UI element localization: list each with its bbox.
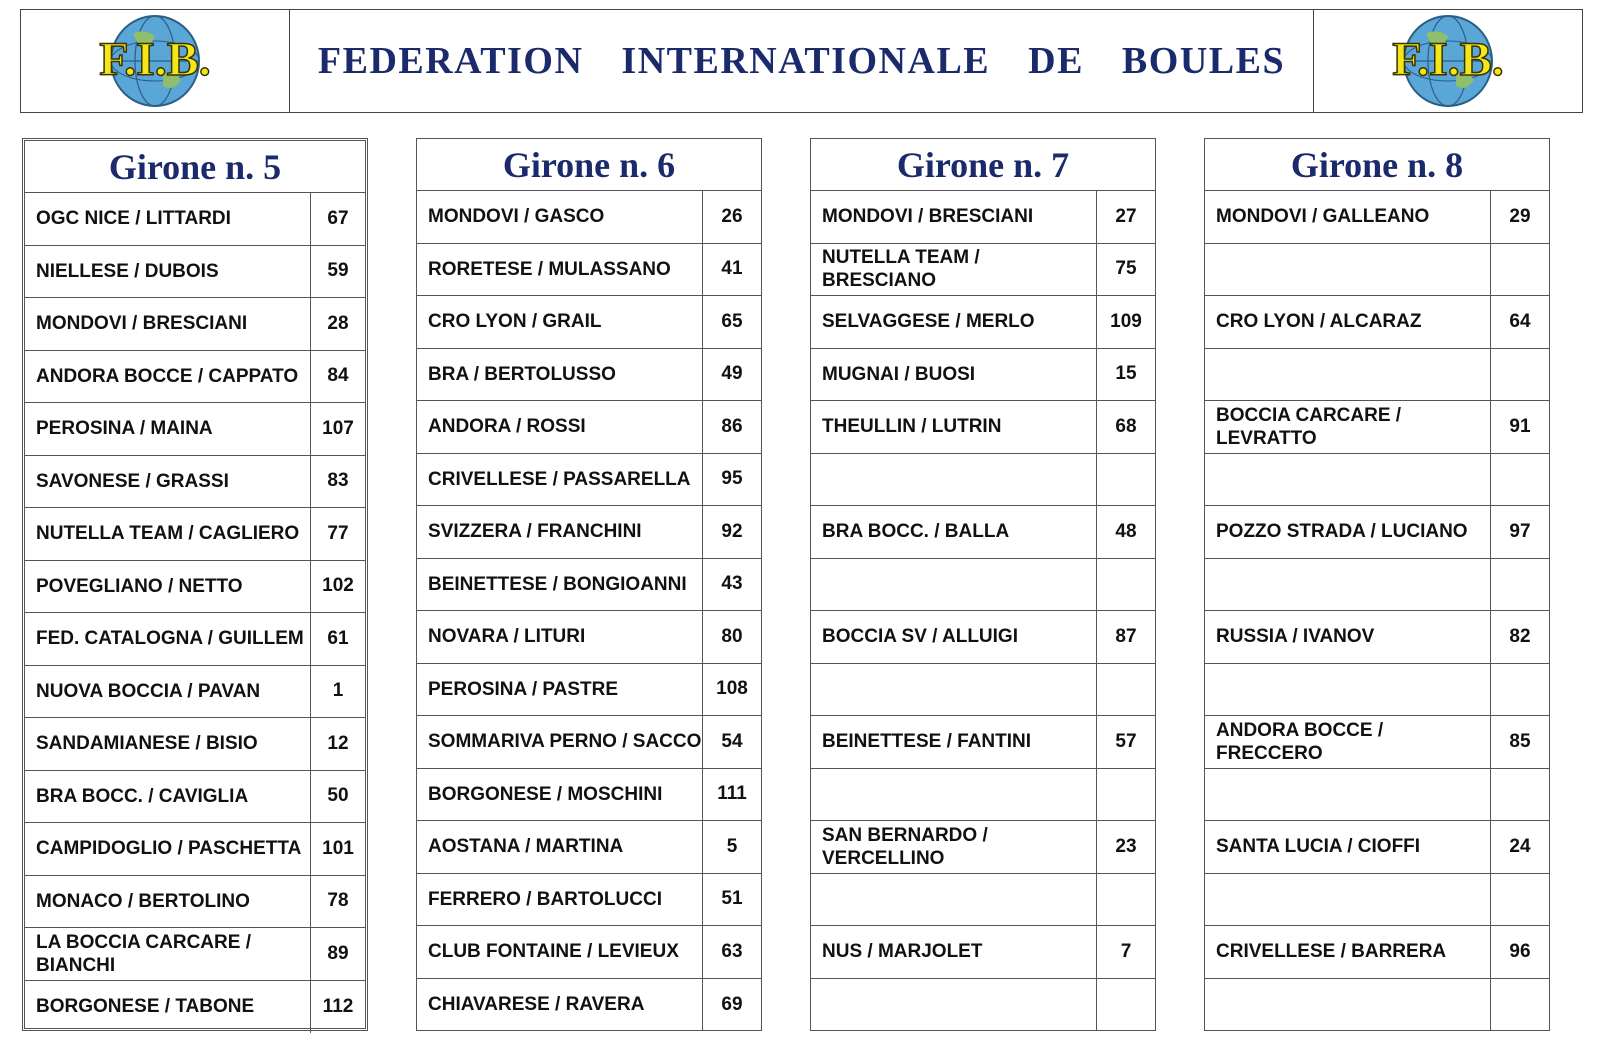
group-title: Girone n. 6	[417, 139, 761, 191]
table-row	[811, 874, 1155, 927]
page-title: FEDERATION INTERNATIONALE DE BOULES	[317, 40, 1286, 82]
team-name: POVEGLIANO / NETTO	[25, 561, 311, 613]
team-number: 61	[327, 627, 349, 649]
team-number: 54	[721, 730, 743, 752]
team-number: 43	[721, 573, 743, 595]
table-row	[25, 351, 365, 404]
team-name	[1205, 979, 1491, 1032]
table-row	[1205, 296, 1549, 349]
group-title: Girone n. 5	[25, 141, 365, 193]
team-name: NOVARA / LITURI	[417, 611, 703, 663]
table-row	[417, 979, 761, 1032]
team-number	[1491, 244, 1549, 296]
table-row	[417, 874, 761, 927]
team-name: SELVAGGESE / MERLO	[811, 296, 1097, 348]
team-name: BOCCIA CARCARE / LEVRATTO	[1205, 401, 1491, 453]
table-row	[1205, 979, 1549, 1032]
table-row	[417, 559, 761, 612]
team-name: NUS / MARJOLET	[811, 926, 1097, 978]
table-row	[1205, 349, 1549, 402]
team-name	[1205, 559, 1491, 611]
team-name: RORETESE / MULASSANO	[417, 244, 703, 296]
team-name: SANDAMIANESE / BISIO	[25, 718, 311, 770]
team-number	[1097, 454, 1155, 506]
team-name: BRA / BERTOLUSSO	[417, 349, 703, 401]
table-row	[25, 771, 365, 824]
table-row	[25, 823, 365, 876]
team-name: NUTELLA TEAM / CAGLIERO	[25, 508, 311, 560]
table-row	[25, 666, 365, 719]
table-row	[25, 193, 365, 246]
team-number: 86	[721, 415, 743, 437]
table-row	[25, 613, 365, 666]
table-row	[417, 401, 761, 454]
table-row	[417, 506, 761, 559]
table-row	[25, 981, 365, 1034]
team-name: CRO LYON / ALCARAZ	[1205, 296, 1491, 348]
team-number: 91	[1509, 415, 1531, 437]
team-name: MONDOVI / BRESCIANI	[811, 191, 1097, 243]
team-name	[1205, 769, 1491, 821]
group-title: Girone n. 8	[1205, 139, 1549, 191]
team-number	[1097, 874, 1155, 926]
fib-logo-left	[55, 14, 255, 108]
table-row	[811, 611, 1155, 664]
table-row	[25, 928, 365, 981]
table-row	[25, 403, 365, 456]
team-number: 67	[327, 207, 349, 229]
team-number: 63	[721, 940, 743, 962]
team-number	[1491, 349, 1549, 401]
team-name: POZZO STRADA / LUCIANO	[1205, 506, 1491, 558]
team-number: 78	[327, 890, 349, 912]
table-row	[811, 401, 1155, 454]
table-row	[1205, 611, 1549, 664]
team-name: BRA BOCC. / CAVIGLIA	[25, 771, 311, 823]
team-name	[811, 874, 1097, 926]
team-number	[1491, 769, 1549, 821]
team-name: CRO LYON / GRAIL	[417, 296, 703, 348]
team-number: 69	[721, 993, 743, 1015]
team-name: MONDOVI / GASCO	[417, 191, 703, 243]
group-title: Girone n. 7	[811, 139, 1155, 191]
table-row	[417, 769, 761, 822]
team-number: 51	[721, 888, 743, 910]
team-name: FED. CATALOGNA / GUILLEM	[25, 613, 311, 665]
team-number: 23	[1115, 835, 1137, 857]
table-row	[417, 296, 761, 349]
team-number: 7	[1120, 940, 1132, 962]
team-name: ANDORA BOCCE / FRECCERO	[1205, 716, 1491, 768]
team-number: 26	[721, 205, 743, 227]
team-name: ANDORA / ROSSI	[417, 401, 703, 453]
team-number: 96	[1509, 940, 1531, 962]
team-number	[1097, 559, 1155, 611]
team-number: 80	[721, 625, 743, 647]
team-number: 49	[721, 363, 743, 385]
team-number	[1097, 979, 1155, 1032]
group-rows	[811, 191, 1155, 1031]
team-number: 95	[721, 468, 743, 490]
table-row	[1205, 716, 1549, 769]
team-name	[811, 664, 1097, 716]
team-name: BRA BOCC. / BALLA	[811, 506, 1097, 558]
team-number	[1491, 664, 1549, 716]
team-name	[811, 559, 1097, 611]
team-number: 87	[1115, 625, 1137, 647]
table-row	[811, 926, 1155, 979]
team-number: 65	[721, 310, 743, 332]
team-name: NIELLESE / DUBOIS	[25, 246, 311, 298]
group-rows	[1205, 191, 1549, 1031]
team-name	[811, 454, 1097, 506]
table-row	[811, 506, 1155, 559]
group-8-table	[1204, 138, 1550, 1031]
table-row	[1205, 401, 1549, 454]
table-row	[811, 244, 1155, 297]
table-row	[25, 246, 365, 299]
table-row	[1205, 821, 1549, 874]
team-number: 75	[1115, 258, 1137, 280]
team-name: BEINETTESE / FANTINI	[811, 716, 1097, 768]
header	[20, 9, 1583, 113]
table-row	[1205, 664, 1549, 717]
team-number: 15	[1115, 363, 1137, 385]
team-number: 64	[1509, 310, 1531, 332]
team-name: BEINETTESE / BONGIOANNI	[417, 559, 703, 611]
team-number: 29	[1509, 205, 1531, 227]
table-row	[811, 454, 1155, 507]
table-row	[811, 821, 1155, 874]
team-name: MONACO / BERTOLINO	[25, 876, 311, 928]
team-name: BORGONESE / MOSCHINI	[417, 769, 703, 821]
team-number: 68	[1115, 415, 1137, 437]
team-name: ANDORA BOCCE / CAPPATO	[25, 351, 311, 403]
group-rows	[25, 193, 365, 1033]
table-row	[1205, 506, 1549, 559]
team-name: OGC NICE / LITTARDI	[25, 193, 311, 245]
table-row	[25, 561, 365, 614]
table-row	[811, 979, 1155, 1032]
team-name: SOMMARIVA PERNO / SACCO	[417, 716, 703, 768]
fib-logo-right	[1348, 14, 1548, 108]
team-name	[1205, 874, 1491, 926]
table-row	[1205, 874, 1549, 927]
table-row	[811, 769, 1155, 822]
team-number	[1097, 664, 1155, 716]
table-row	[1205, 926, 1549, 979]
team-name: FERRERO / BARTOLUCCI	[417, 874, 703, 926]
team-name: LA BOCCIA CARCARE / BIANCHI	[25, 928, 311, 980]
team-name: SANTA LUCIA / CIOFFI	[1205, 821, 1491, 873]
table-row	[1205, 244, 1549, 297]
team-number	[1491, 559, 1549, 611]
team-number	[1491, 874, 1549, 926]
logo-right-cell	[1313, 10, 1582, 112]
team-name: MONDOVI / BRESCIANI	[25, 298, 311, 350]
table-row	[417, 191, 761, 244]
team-name: CRIVELLESE / PASSARELLA	[417, 454, 703, 506]
team-name: SAVONESE / GRASSI	[25, 456, 311, 508]
logo-left-text: F.I.B.	[99, 33, 211, 86]
group-7-table	[810, 138, 1156, 1031]
team-number: 85	[1509, 730, 1531, 752]
team-name: MUGNAI / BUOSI	[811, 349, 1097, 401]
table-row	[417, 611, 761, 664]
team-name: NUOVA BOCCIA / PAVAN	[25, 666, 311, 718]
team-number: 89	[327, 942, 349, 964]
group-rows	[417, 191, 761, 1031]
table-row	[25, 456, 365, 509]
team-number: 97	[1509, 520, 1531, 542]
table-row	[811, 664, 1155, 717]
team-number: 5	[726, 835, 738, 857]
team-name: CAMPIDOGLIO / PASCHETTA	[25, 823, 311, 875]
team-name	[1205, 454, 1491, 506]
title-cell	[290, 10, 1313, 112]
team-number: 84	[327, 365, 349, 387]
team-number: 107	[322, 417, 354, 439]
team-name: BORGONESE / TABONE	[25, 981, 311, 1034]
team-name: SAN BERNARDO / VERCELLINO	[811, 821, 1097, 873]
team-name: CLUB FONTAINE / LEVIEUX	[417, 926, 703, 978]
team-number: 1	[332, 680, 344, 702]
table-row	[811, 559, 1155, 612]
table-row	[1205, 454, 1549, 507]
team-number: 12	[327, 732, 349, 754]
team-name: CHIAVARESE / RAVERA	[417, 979, 703, 1032]
team-number: 77	[327, 522, 349, 544]
team-number: 24	[1509, 835, 1531, 857]
table-row	[25, 876, 365, 929]
team-name	[1205, 244, 1491, 296]
team-number: 92	[721, 520, 743, 542]
team-name: PEROSINA / PASTRE	[417, 664, 703, 716]
table-row	[1205, 769, 1549, 822]
team-number: 102	[322, 575, 354, 597]
team-name: THEULLIN / LUTRIN	[811, 401, 1097, 453]
team-name	[1205, 664, 1491, 716]
team-name: BOCCIA SV / ALLUIGI	[811, 611, 1097, 663]
team-name: PEROSINA / MAINA	[25, 403, 311, 455]
table-row	[417, 244, 761, 297]
group-5-table	[22, 138, 368, 1031]
table-row	[811, 296, 1155, 349]
team-number: 111	[717, 783, 747, 805]
team-number: 27	[1115, 205, 1137, 227]
logo-right-text: F.I.B.	[1392, 33, 1504, 86]
table-row	[811, 191, 1155, 244]
team-name	[811, 979, 1097, 1032]
logo-left-cell	[21, 10, 290, 112]
team-number: 82	[1509, 625, 1531, 647]
team-name	[811, 769, 1097, 821]
team-name: NUTELLA TEAM / BRESCIANO	[811, 244, 1097, 296]
table-row	[25, 718, 365, 771]
team-number: 41	[721, 258, 743, 280]
table-row	[417, 349, 761, 402]
team-name	[1205, 349, 1491, 401]
team-number: 101	[322, 837, 354, 859]
team-name: CRIVELLESE / BARRERA	[1205, 926, 1491, 978]
table-row	[25, 298, 365, 351]
table-row	[1205, 559, 1549, 612]
team-name: MONDOVI / GALLEANO	[1205, 191, 1491, 243]
table-row	[417, 664, 761, 717]
team-number: 57	[1115, 730, 1137, 752]
team-number: 83	[327, 470, 349, 492]
team-number: 48	[1115, 520, 1137, 542]
table-row	[1205, 191, 1549, 244]
table-row	[417, 821, 761, 874]
team-name: RUSSIA / IVANOV	[1205, 611, 1491, 663]
table-row	[417, 454, 761, 507]
table-row	[417, 926, 761, 979]
table-row	[25, 508, 365, 561]
table-row	[417, 716, 761, 769]
team-number	[1097, 769, 1155, 821]
team-name: SVIZZERA / FRANCHINI	[417, 506, 703, 558]
table-row	[811, 349, 1155, 402]
team-number: 28	[327, 312, 349, 334]
team-number: 59	[327, 260, 349, 282]
team-number	[1491, 454, 1549, 506]
table-row	[811, 716, 1155, 769]
team-number: 112	[322, 995, 354, 1017]
group-6-table	[416, 138, 762, 1031]
team-name: AOSTANA / MARTINA	[417, 821, 703, 873]
team-number: 109	[1110, 310, 1142, 332]
team-number	[1491, 979, 1549, 1032]
team-number: 108	[716, 678, 748, 700]
team-number: 50	[327, 785, 349, 807]
